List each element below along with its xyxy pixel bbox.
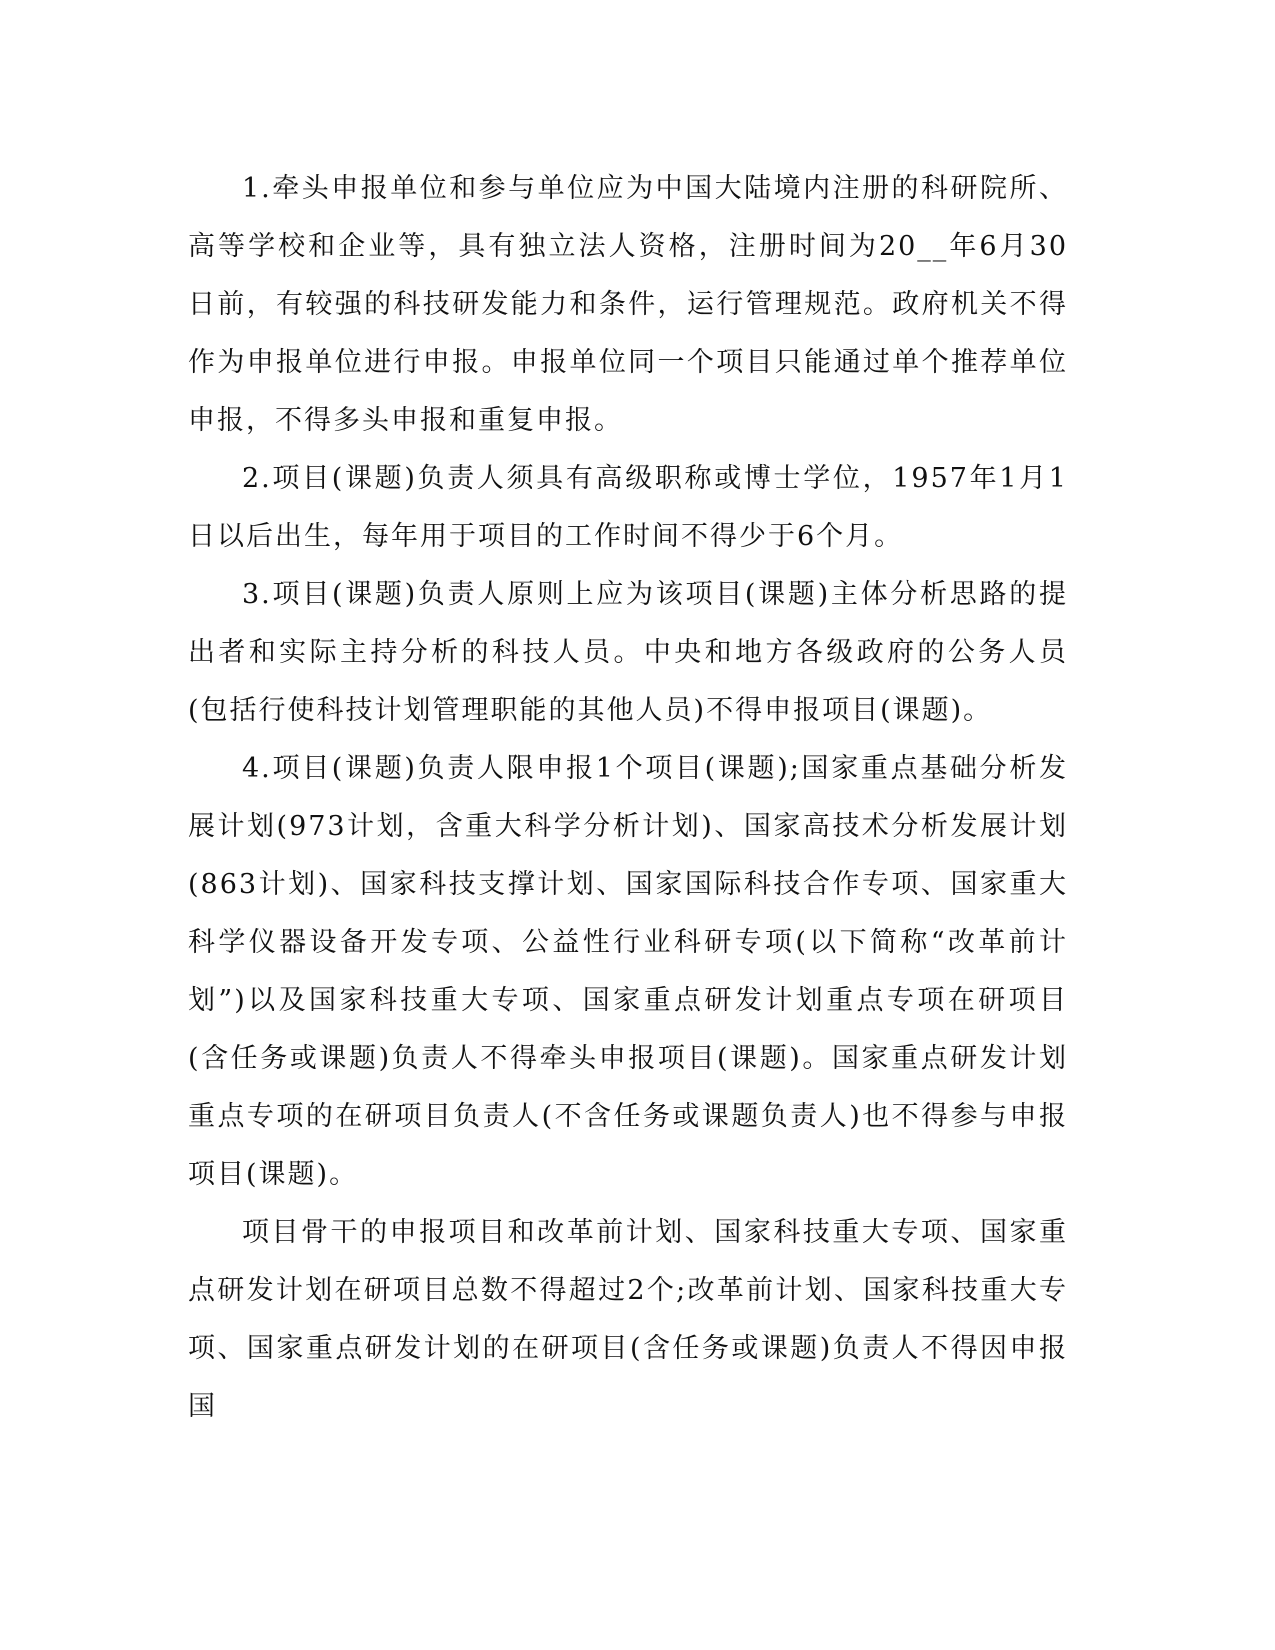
paragraph-applicant-unit-requirements: 1.牵头申报单位和参与单位应为中国大陆境内注册的科研院所、高等学校和企业等，具有独立法人资格，注册时间为20__年6月30日前，有较强的科技研发能力和条件，运行管理规范。政府机关不得作为申报单位进行申报。申报单位同一个项目只能通过单个推荐单位申报，不得多头申报和重复申报。: [188, 173, 1068, 436]
paragraph-project-leader-role: 3.项目(课题)负责人原则上应为该项目(课题)主体分析思路的提出者和实际主持分析的科技人员。中央和地方各级政府的公务人员(包括行使科技计划管理职能的其他人员)不得申报项目(课题)。: [188, 579, 1068, 726]
document-body: [188, 160, 1068, 1436]
paragraph-project-backbone-limits: 项目骨干的申报项目和改革前计划、国家科技重大专项、国家重点研发计划在研项目总数不得超过2个;改革前计划、国家科技重大专项、国家重点研发计划的在研项目(含任务或课题)负责人不得因申报国: [188, 1217, 1068, 1422]
paragraph-application-limits: 4.项目(课题)负责人限申报1个项目(课题);国家重点基础分析发展计划(973计划，含重大科学分析计划)、国家高技术分析发展计划(863计划)、国家科技支撑计划、国家国际科技合作专项、国家重大科学仪器设备开发专项、公益性行业科研专项(以下简称“改革前计划”)以及国家科技重大专项、国家重点研发计划重点专项在研项目(含任务或课题)负责人不得牵头申报项目(课题)。国家重点研发计划重点专项的在研项目负责人(不含任务或课题负责人)也不得参与申报项目(课题)。: [188, 753, 1068, 1190]
paragraph-project-leader-qualifications: 2.项目(课题)负责人须具有高级职称或博士学位，1957年1月1日以后出生，每年用于项目的工作时间不得少于6个月。: [188, 463, 1068, 552]
